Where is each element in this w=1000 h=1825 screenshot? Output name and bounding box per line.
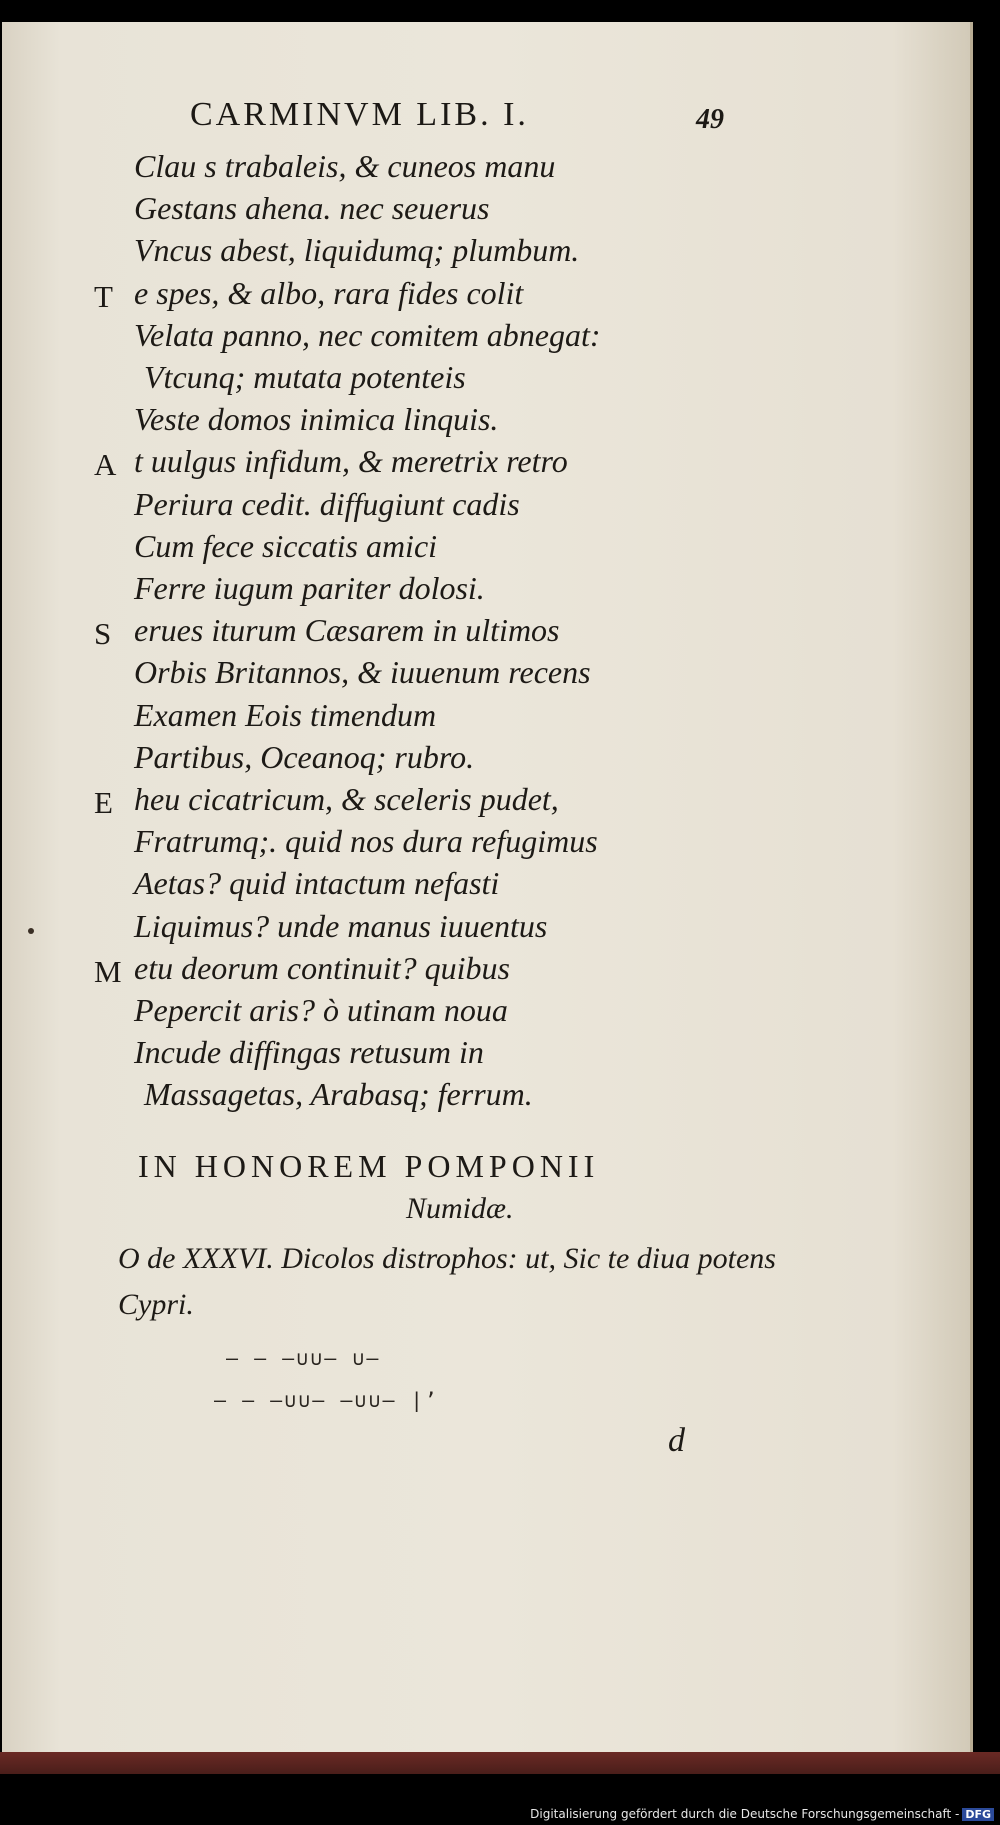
ode-heading: IN HONOREM POMPONII	[138, 1148, 600, 1184]
meter-line-1: – – –∪∪– ∪–	[226, 1346, 381, 1370]
poem-line: Aetas? quid intactum nefasti	[134, 865, 500, 902]
poem-line: Gestans ahena. nec seuerus	[134, 190, 490, 227]
poem-line: Clau s trabaleis, & cuneos manu	[134, 148, 556, 184]
poem-initial: M	[94, 953, 122, 989]
page-number: 49	[696, 104, 724, 135]
meter-line-2: – – –∪∪– –∪∪– |’	[214, 1388, 439, 1412]
running-head: CARMINVM LIB. I.	[190, 96, 529, 133]
poem-initial: E	[94, 785, 113, 820]
poem-line: Pepercit aris? ò utinam noua	[134, 992, 508, 1028]
ode-subheading: Numidæ.	[406, 1192, 514, 1225]
digitization-footer	[530, 1807, 994, 1821]
poem-line: Veste domos inimica linquis.	[134, 401, 499, 438]
poem-line: t uulgus infidum, & meretrix retro	[134, 443, 568, 480]
poem-line: e spes, & albo, rara fides colit	[134, 274, 524, 311]
ode-meter-note: O de XXXVI. Dicolos distrophos: ut, Sic te diua potens Cypri.	[118, 1242, 776, 1321]
page-bottom-edge	[0, 1752, 1000, 1774]
poem-line: Vtcunq; mutata potenteis	[144, 359, 466, 395]
poem-line: Massagetas, Arabasq; ferrum.	[144, 1076, 533, 1113]
poem-line: Velata panno, nec comitem abnegat:	[134, 316, 601, 353]
poem-line: etu deorum continuit? quibus	[134, 949, 510, 986]
dfg-logo: DFG	[962, 1808, 994, 1821]
poem-line: Orbis Britannos, & iuuenum recens	[134, 654, 591, 691]
poem-line: Vncus abest, liquidumq; plumbum.	[134, 232, 580, 269]
poem-initial: A	[94, 447, 117, 483]
ink-spot	[28, 928, 34, 934]
poem-line: Partibus, Oceanoq; rubro.	[134, 738, 475, 775]
poem-line: Examen Eois timendum	[134, 696, 437, 733]
poem-line: heu cicatricum, & sceleris pudet,	[134, 781, 559, 817]
poem-initial: S	[94, 616, 112, 652]
signature-mark: d	[668, 1422, 685, 1459]
poem-line: Incude diffingas retusum in	[134, 1034, 484, 1071]
footer-text: Digitalisierung gefördert durch die Deutsche Forschungsgemeinschaft -	[530, 1807, 960, 1821]
poem-line: Ferre iugum pariter dolosi.	[134, 570, 485, 606]
poem-line: Liquimus? unde manus iuuentus	[134, 907, 548, 944]
poem-initial: T	[94, 278, 113, 314]
poem-line: erues iturum Cæsarem in ultimos	[134, 612, 560, 649]
poem-line: Periura cedit. diffugiunt cadis	[134, 485, 520, 522]
poem-line: Cum fece siccatis amici	[134, 527, 438, 564]
poem-line: Fratrumq;. quid nos dura refugimus	[134, 823, 598, 860]
